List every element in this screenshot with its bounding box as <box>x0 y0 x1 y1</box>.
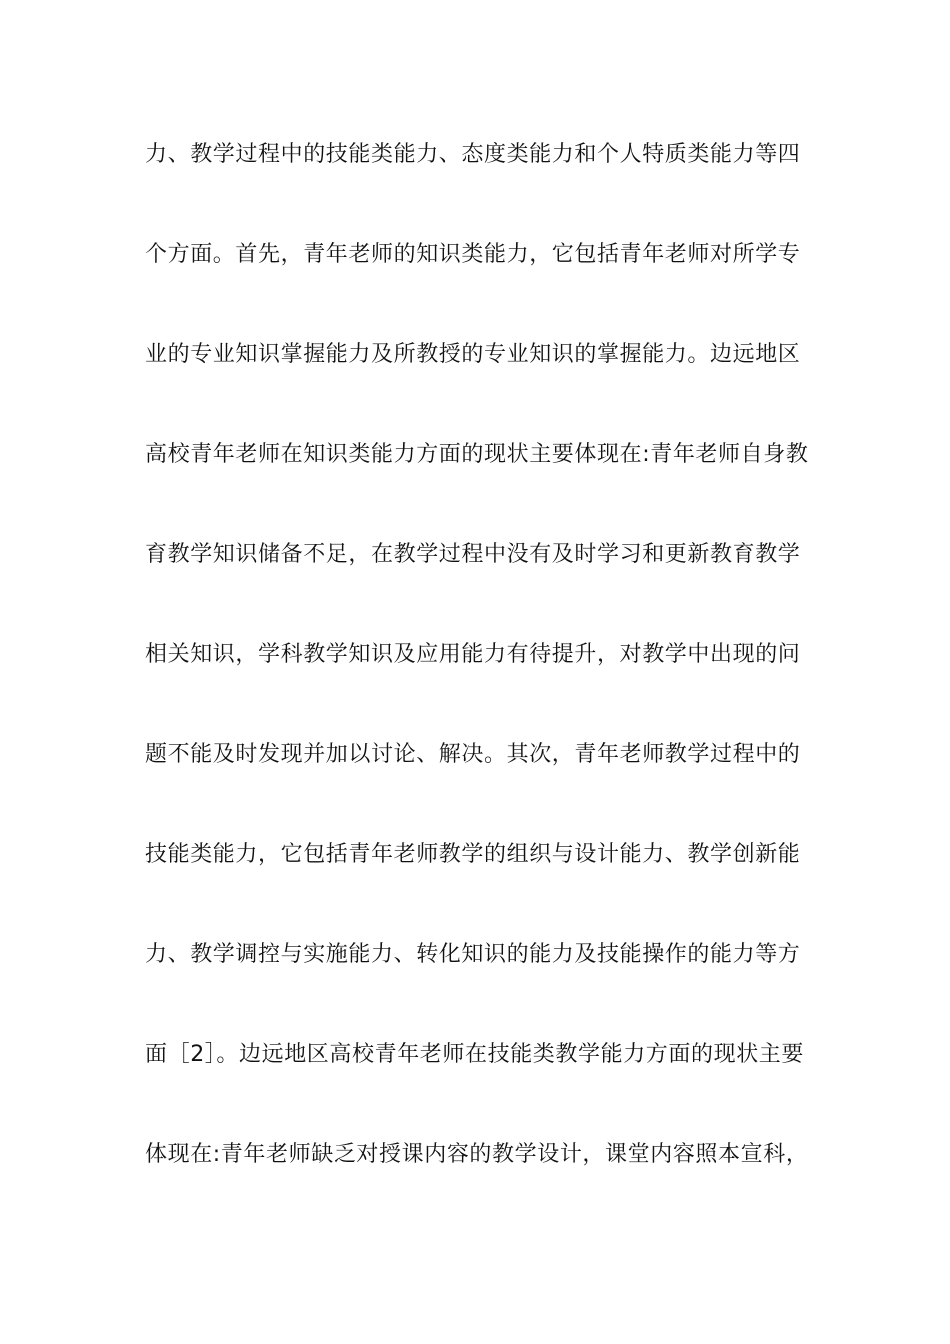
text-line: 相关知识，学科教学知识及应用能力有待提升，对教学中出现的问 <box>145 642 801 667</box>
body-paragraph <box>145 127 825 1227</box>
text-line: 技能类能力，它包括青年老师教学的组织与设计能力、教学创新能 <box>145 842 801 867</box>
text-line: 力、教学调控与实施能力、转化知识的能力及技能操作的能力等方 <box>145 942 801 967</box>
text-line: 个方面。首先，青年老师的知识类能力，它包括青年老师对所学专 <box>145 242 801 267</box>
text-line: 体现在:青年老师缺乏对授课内容的教学设计，课堂内容照本宣科， <box>145 1142 809 1167</box>
text-line: 题不能及时发现并加以讨论、解决。其次，青年老师教学过程中的 <box>145 742 801 767</box>
text-line: 育教学知识储备不足，在教学过程中没有及时学习和更新教育教学 <box>145 542 801 567</box>
text-line: 面［2］。边远地区高校青年老师在技能类教学能力方面的现状主要 <box>145 1042 804 1067</box>
text-line: 力、教学过程中的技能类能力、态度类能力和个人特质类能力等四 <box>145 142 801 167</box>
text-line: 业的专业知识掌握能力及所教授的专业知识的掌握能力。边远地区 <box>145 342 801 367</box>
text-line: 高校青年老师在知识类能力方面的现状主要体现在:青年老师自身教 <box>145 442 809 467</box>
